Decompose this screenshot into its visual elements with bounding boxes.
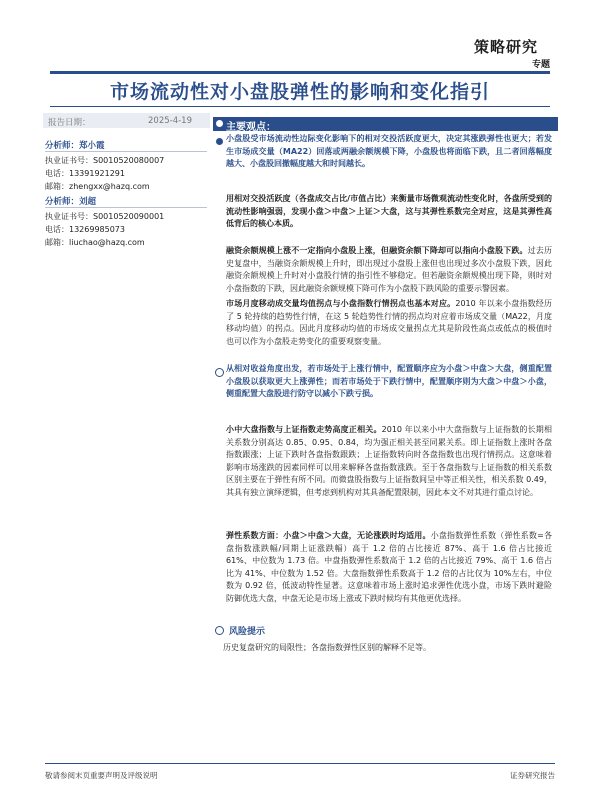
key-point-3-lead: 融资余额规模上涨不一定指向小盘股上涨，但融资余额下降却可以指向小盘股下跌。	[226, 246, 528, 255]
section-title: 主要观点：	[226, 122, 276, 133]
bullet-icon	[216, 138, 223, 145]
report-subtype-label: 专题	[531, 60, 550, 70]
analyst-2-license-row	[45, 211, 205, 222]
phone-key: 电话：	[45, 225, 69, 234]
email-key: 邮箱：	[45, 238, 69, 247]
license-key: 执业证书号：	[45, 156, 93, 165]
date-label: 报告日期：	[48, 118, 91, 128]
key-point-6-lead: 小中大盘指数与上证指数走势高度正相关。	[226, 425, 382, 434]
analyst-2-phone-row	[45, 224, 205, 235]
key-point-2: 用相对交投活跃度（各盘成交占比/市值占比）来衡量市场微观流动性变化时，各盘所受到的流动性影响强弱，发现小盘＞中盘＞上证＞大盘，这与其弹性系数完全对应，这是其弹性高低背后的核心本质。	[226, 194, 552, 229]
analyst-1-divider	[45, 151, 207, 152]
phone-value: 13391921291	[69, 169, 125, 178]
key-point-7	[226, 530, 552, 606]
report-type-label: 策略研究	[473, 38, 538, 56]
phone-key: 电话：	[45, 169, 69, 178]
key-point-1: 小盘股受市场流动性边际变化影响下的相对交投活跃度更大，决定其涨跌弹性也更大；若发生市场成交量（MA22）回落或两融余额规模下降，小盘股也将面临下跌，且二者回落幅度越大、小盘股回撤幅度越大和时间越长。	[226, 134, 552, 169]
key-point-6	[226, 424, 552, 500]
footer-divider	[45, 763, 555, 764]
license-value: S0010520080007	[93, 156, 165, 165]
risk-text: 历史复盘研究的局限性；各盘指数弹性区别的解释不足等。	[223, 643, 431, 652]
analyst-1-name: 分析师：郑小霞	[45, 141, 105, 151]
analyst-2-name: 分析师：刘超	[45, 197, 97, 207]
analyst-2-email-row	[45, 237, 205, 248]
analyst-1-license-row	[45, 155, 205, 166]
section-bullet-icon	[216, 120, 223, 127]
key-point-3-body: 过去历史复盘中，当融资余额规模上升时，即出现过小盘股上涨但也出现过多次小盘股下跌，因此融资余额规模上升时对小盘股行情的指引性不够稳定。但若融资余额规模出现下降，则时对小盘指数的下跌，因此融资余额规模下降可作为小盘股下跌风险的重要示警因素。	[226, 246, 553, 293]
footer-label: 证券研究报告	[510, 771, 555, 780]
date-value: 2025-4-19	[148, 116, 192, 126]
bullet-icon	[215, 368, 224, 377]
analyst-1-phone-row	[45, 168, 205, 179]
key-point-3	[226, 245, 552, 295]
footer-disclaimer: 敬请参阅末页重要声明及评级说明	[45, 771, 158, 780]
key-point-4-lead: 市场月度移动成交量均值拐点与小盘指数行情拐点也基本对应。	[226, 299, 456, 308]
analyst-2-divider	[45, 207, 207, 208]
analyst-1-email-row	[45, 181, 205, 192]
key-point-5: 从相对收益角度出发，若市场处于上涨行情中，配置顺序应为小盘＞中盘＞大盘，侧重配置小盘股以获取更大上涨弹性；而若市场处于下跌行情中，配置顺序则为大盘＞中盘＞小盘，侧重配置大盘股进行防守以减小下跌亏损。	[226, 364, 552, 399]
key-point-7-lead: 弹性系数方面：小盘＞中盘＞大盘，无论涨跌时均适用。	[226, 531, 431, 540]
email-value[interactable]: liuchao@hazq.com	[69, 238, 145, 247]
title-divider	[50, 106, 550, 107]
header-divider	[50, 71, 550, 74]
license-key: 执业证书号：	[45, 212, 93, 221]
key-point-4	[226, 298, 552, 348]
risk-title: 风险提示	[229, 627, 266, 637]
report-title: 市场流动性对小盘股弹性的影响和变化指引	[109, 81, 490, 103]
email-key: 邮箱：	[45, 182, 69, 191]
key-point-6-body: 2010 年以来小中大盘指数与上证指数的长期相关系数分别高达 0.85、0.95、0.84，均为强正相关甚至同累关系。即上证指数上涨时各盘指数跟涨；上证下跌时各盘指数跟跌；上证指数转向时各盘指数也出现行情拐点。这意味着影响市场涨跌的因素同样可以用来解释各盘指数涨跌。至于各盘指数与上证指数的相关系数区别主要在于弹性有所不同。而微盘股指数与上证指数间呈中等正相关性，相关系数 0.49，其具有独立演绎逻辑，但考虑到机构对其具备配置限制，因此本文不对其进行重点讨论。	[226, 425, 552, 497]
key-point-7-body: 小盘指数弹性系数（弹性系数=各盘指数涨跌幅/同期上证涨跌幅）高于 1.2 倍的占比接近 87%、高于 1.6 倍占比接近 61%、中位数为 1.73 倍。中盘指数弹性系数高于 1.2 倍的占比接近 79%、高于 1.6 倍占比为 41%、中位数为 1.52 倍。大盘指数弹性系数高于 1.2 倍的占比仅为 10%左右，中位数为 0.92 倍，低波动特性显著。这意味着市场上涨时追求弹性优选小盘，市场下跌时避险防御优选大盘，中盘无论是市场上涨或下跌时候均有其他更优选择。	[226, 531, 553, 603]
risk-bullet-icon	[215, 626, 224, 635]
license-value: S0010520090001	[93, 212, 165, 221]
email-value[interactable]: zhengxx@hazq.com	[69, 182, 150, 191]
phone-value: 13269985073	[69, 225, 125, 234]
key-point-4-body: 2010 年以来小盘指数经历了 5 轮持续的趋势性行情，在这 5 轮趋势性行情的拐点均对应着市场成交量（MA22，月度移动均值）的拐点。因此月度移动均值的市场成交量拐点尤其是阶段性高点或低点的极值时也可以作为小盘股走势变化的重要观察变量。	[226, 299, 553, 346]
